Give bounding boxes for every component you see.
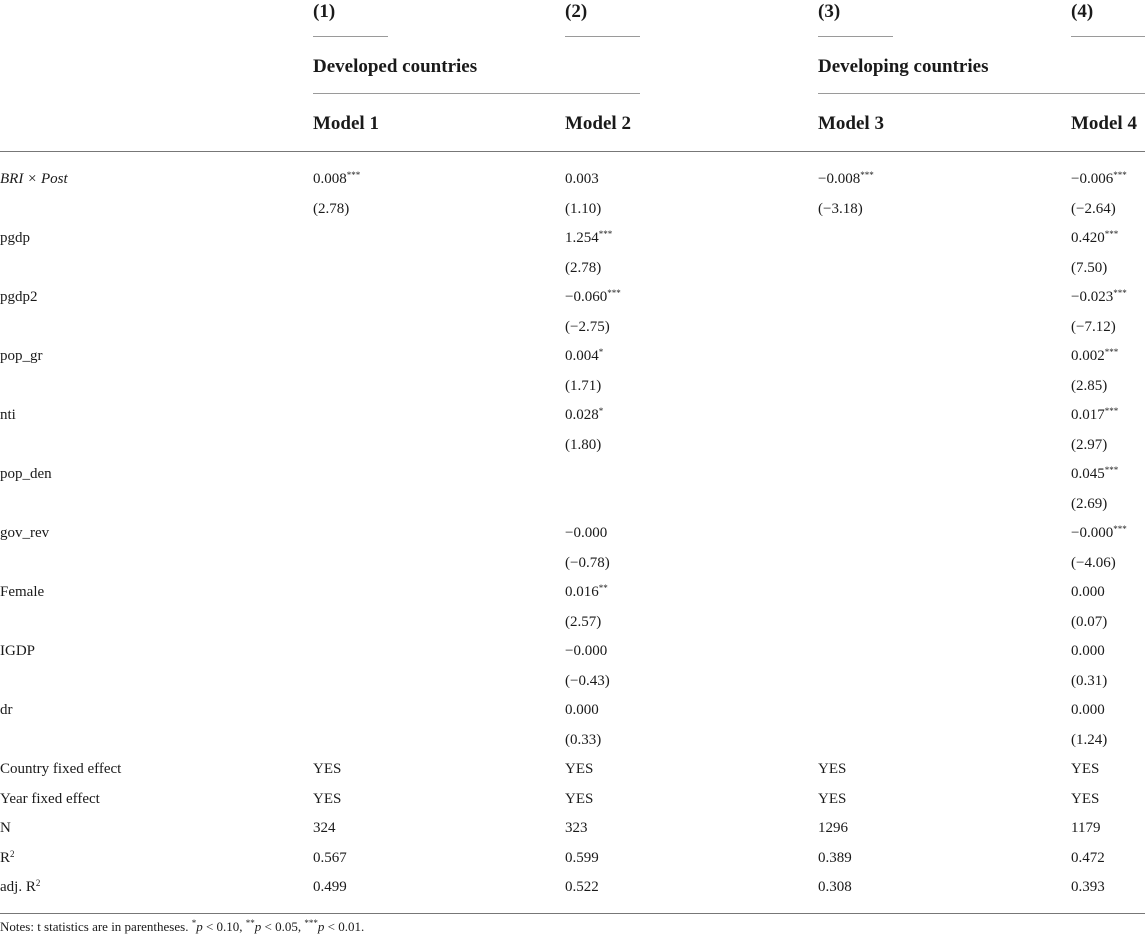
table-cell: (−4.06) [1071,554,1116,571]
table-cell: (−2.64) [1071,200,1116,217]
table-row [0,726,1145,756]
table-row [0,283,1145,313]
model-label-2: Model 2 [565,113,631,134]
table-cell: 0.017*** [1071,406,1119,423]
table-cell: YES [313,761,342,777]
table-cell: 323 [565,820,588,836]
row-label: N [0,820,11,836]
table-cell: 0.000 [565,702,599,718]
row-label: gov_rev [0,525,50,541]
column-number-4: (4) [1071,1,1094,22]
table-cell: YES [818,761,847,777]
table-cell: 0.045*** [1071,465,1119,482]
table-cell: −0.000*** [1071,524,1127,541]
model-label-1: Model 1 [313,113,379,134]
table-cell: 0.004* [565,347,604,364]
group-label-developing: Developing countries [818,56,989,77]
table-row [0,785,1145,815]
row-label: IGDP [0,643,36,659]
row-label: dr [0,702,13,718]
table-row [0,195,1145,225]
table-cell: −0.023*** [1071,288,1127,305]
table-cell: (−3.18) [818,200,863,217]
table-cell: 0.599 [565,849,599,866]
column-number-3: (3) [818,1,841,22]
table-cell: 324 [313,820,336,836]
table-cell: (−0.43) [565,672,610,689]
row-label: BRI × Post [0,171,68,187]
table-cell: 0.000 [1071,643,1105,659]
regression-table-body [0,165,1145,903]
column-number-underline [1071,36,1145,37]
table-row [0,873,1145,903]
table-cell: (0.33) [565,731,602,748]
table-row [0,224,1145,254]
table-cell: (2.69) [1071,495,1108,512]
table-cell: 0.000 [1071,702,1105,718]
table-cell: (−2.75) [565,318,610,335]
table-row [0,667,1145,697]
table-cell: 0.008*** [313,170,361,187]
group-underline-developed [313,93,640,94]
row-label: Female [0,584,45,600]
model-label-3: Model 3 [818,113,884,134]
table-row [0,254,1145,284]
table-cell: (2.97) [1071,436,1108,453]
table-cell: 0.393 [1071,879,1105,895]
row-label: adj. $R^2$ [0,878,41,895]
table-row [0,755,1145,785]
table-cell: 1296 [818,820,848,836]
model-label-4: Model 4 [1071,113,1137,134]
table-cell: YES [1071,790,1100,807]
table-row [0,490,1145,520]
header-rule [0,151,1145,152]
table-cell: 0.002*** [1071,347,1119,364]
table-cell: −0.006*** [1071,170,1127,187]
row-label: pgdp [0,230,30,246]
table-cell: −0.008*** [818,170,874,187]
table-cell: −0.060*** [565,288,621,305]
table-cell: (1.71) [565,377,602,394]
table-cell: (2.85) [1071,377,1108,394]
table-row [0,313,1145,343]
group-underline-developing [818,93,1145,94]
table-cell: YES [313,790,342,807]
table-cell: 0.522 [565,879,599,895]
table-cell: 0.028* [565,406,604,423]
table-cell: (1.10) [565,200,602,217]
table-cell: 0.000 [1071,584,1105,600]
table-cell: 0.567 [313,849,347,866]
table-row [0,460,1145,490]
table-cell: 1179 [1071,820,1101,836]
table-cell: 1.254*** [565,229,613,246]
table-cell: (1.80) [565,436,602,453]
table-row [0,431,1145,461]
table-cell: (2.78) [565,259,602,276]
table-cell: 0.420*** [1071,229,1119,246]
footer-rule [0,913,1145,914]
table-cell: (7.50) [1071,259,1108,276]
table-row [0,814,1145,844]
row-label: pop_den [0,466,52,482]
table-row [0,372,1145,402]
table-cell: 0.499 [313,879,347,895]
row-label: pgdp2 [0,289,38,305]
table-row [0,637,1145,667]
table-cell: YES [818,790,847,807]
column-number-underline [818,36,893,37]
table-cell: (2.57) [565,613,602,630]
table-cell: −0.000 [565,525,608,541]
table-cell: 0.003 [565,171,599,187]
table-row [0,844,1145,874]
table-cell: YES [565,790,594,807]
row-label: Year fixed effect [0,790,100,807]
table-cell: (−7.12) [1071,318,1116,335]
table-cell: YES [565,761,594,777]
table-row [0,696,1145,726]
table-cell: (−0.78) [565,554,610,571]
row-label: pop_gr [0,348,43,364]
table-cell: 0.016** [565,583,608,600]
group-label-developed: Developed countries [313,56,478,77]
row-label: Country fixed effect [0,761,122,777]
table-row [0,578,1145,608]
table-cell: −0.000 [565,643,608,659]
column-number-underline [313,36,388,37]
table-cell: 0.472 [1071,849,1105,866]
table-cell: (0.31) [1071,672,1108,689]
table-cell: (2.78) [313,200,350,217]
table-cell: YES [1071,761,1100,777]
row-label: $R^2$ [0,848,15,866]
table-cell: 0.308 [818,879,852,895]
column-number-underline [565,36,640,37]
column-number-2: (2) [565,1,588,22]
column-number-1: (1) [313,1,336,22]
table-cell: (0.07) [1071,613,1108,630]
table-cell: 0.389 [818,849,852,866]
table-row [0,342,1145,372]
table-row [0,165,1145,195]
table-row [0,401,1145,431]
table-row [0,549,1145,579]
row-label: nti [0,407,16,423]
table-row [0,608,1145,638]
table-notes: Notes: t statistics are in parentheses. *p < 0.10, **p < 0.05, ***p < 0.01. [0,918,365,934]
table-row [0,519,1145,549]
table-cell: (1.24) [1071,731,1108,748]
